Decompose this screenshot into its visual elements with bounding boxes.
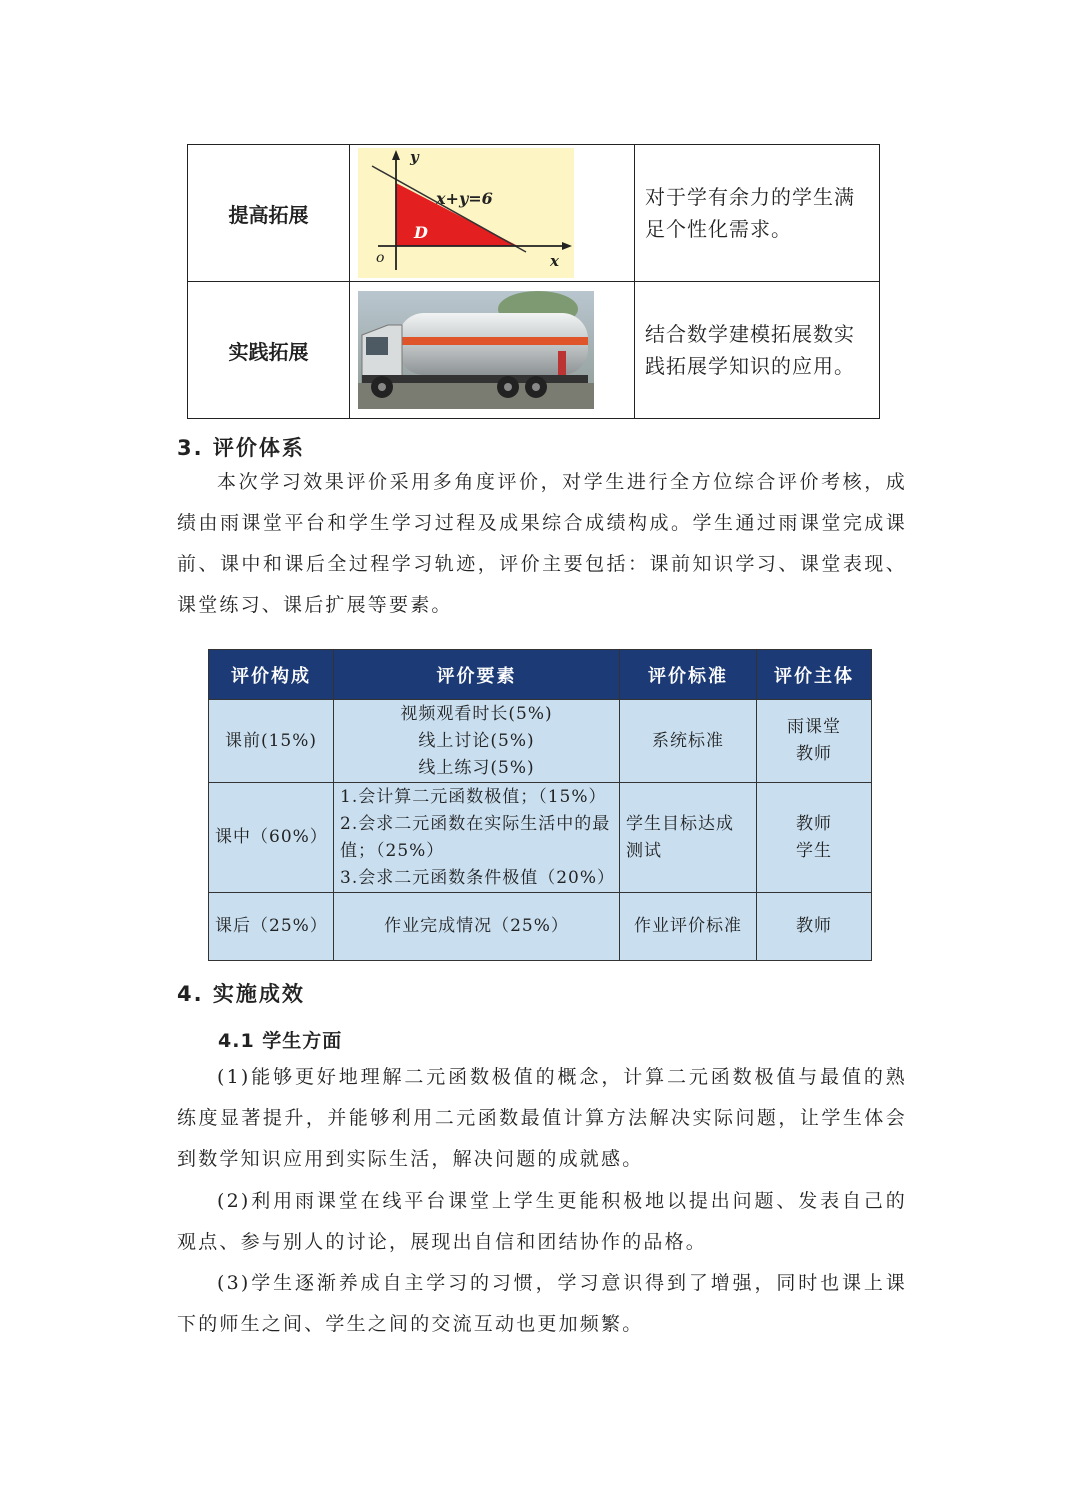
paragraph: (2)利用雨课堂在线平台课堂上学生更能积极地以提出问题、发表自己的观点、参与别人的讨论，展现出自信和团结协作的品格。 xyxy=(177,1190,907,1253)
paragraph: 本次学习效果评价采用多角度评价，对学生进行全方位综合评价考核，成绩由雨课堂平台和学生学习过程及成果综合成绩构成。学生通过雨课堂完成课前、课中和课后全过程学习轨迹，评价主要包括：课前知识学习、课堂表现、课堂练习、课后扩展等要素。 xyxy=(177,471,907,616)
evaluation-table xyxy=(208,649,872,961)
axis-y-label: y xyxy=(410,148,419,166)
section-heading: 3. 评价体系 xyxy=(177,436,305,460)
eval-part: 课前(15%) xyxy=(209,700,334,783)
table-header-row xyxy=(209,650,872,700)
row-desc: 结合数学建模拓展数实践拓展学知识的应用。 xyxy=(635,282,880,419)
eval-subject: 雨课堂 教师 xyxy=(757,700,872,783)
eval-standard: 作业评价标准 xyxy=(620,893,757,961)
axis-x-label: x xyxy=(550,252,559,270)
sub-heading: 4.1 学生方面 xyxy=(218,1030,343,1052)
column-header: 评价标准 xyxy=(620,650,757,700)
extension-table xyxy=(187,144,880,419)
table-row xyxy=(188,145,880,282)
eval-standard: 学生目标达成测试 xyxy=(620,783,757,893)
row-name: 提高拓展 xyxy=(188,145,350,282)
table-row xyxy=(209,700,872,783)
table-row xyxy=(209,783,872,893)
origin-label: o xyxy=(376,250,385,266)
eval-part: 课中（60%） xyxy=(209,783,334,893)
tanker-truck-photo xyxy=(358,291,594,409)
region-label: D xyxy=(414,223,428,242)
linear-region-graph xyxy=(358,148,574,278)
table-row xyxy=(188,282,880,419)
eval-elements: 1.会计算二元函数极值；（15%） 2.会求二元函数在实际生活中的最值；（25%） 3.会求二元函数条件极值（20%） xyxy=(334,783,620,893)
column-header: 评价要素 xyxy=(334,650,620,700)
table-row xyxy=(209,893,872,961)
column-header: 评价主体 xyxy=(757,650,872,700)
paragraph: (1)能够更好地理解二元函数极值的概念，计算二元函数极值与最值的熟练度显著提升，并能够利用二元函数最值计算方法解决实际问题，让学生体会到数学知识应用到实际生活，解决问题的成就感。 xyxy=(177,1066,907,1170)
section-heading: 4. 实施成效 xyxy=(177,982,305,1006)
eval-subject: 教师 xyxy=(757,893,872,961)
eval-elements: 视频观看时长(5%) 线上讨论(5%) 线上练习(5%) xyxy=(334,700,620,783)
eval-elements: 作业完成情况（25%） xyxy=(334,893,620,961)
eval-subject: 教师 学生 xyxy=(757,783,872,893)
paragraph: (3)学生逐渐养成自主学习的习惯，学习意识得到了增强，同时也课上课下的师生之间、学生之间的交流互动也更加频繁。 xyxy=(177,1272,907,1335)
row-desc: 对于学有余力的学生满足个性化需求。 xyxy=(635,145,880,282)
column-header: 评价构成 xyxy=(209,650,334,700)
row-name: 实践拓展 xyxy=(188,282,350,419)
equation-label: x+y=6 xyxy=(436,189,493,208)
eval-part: 课后（25%） xyxy=(209,893,334,961)
eval-standard: 系统标准 xyxy=(620,700,757,783)
